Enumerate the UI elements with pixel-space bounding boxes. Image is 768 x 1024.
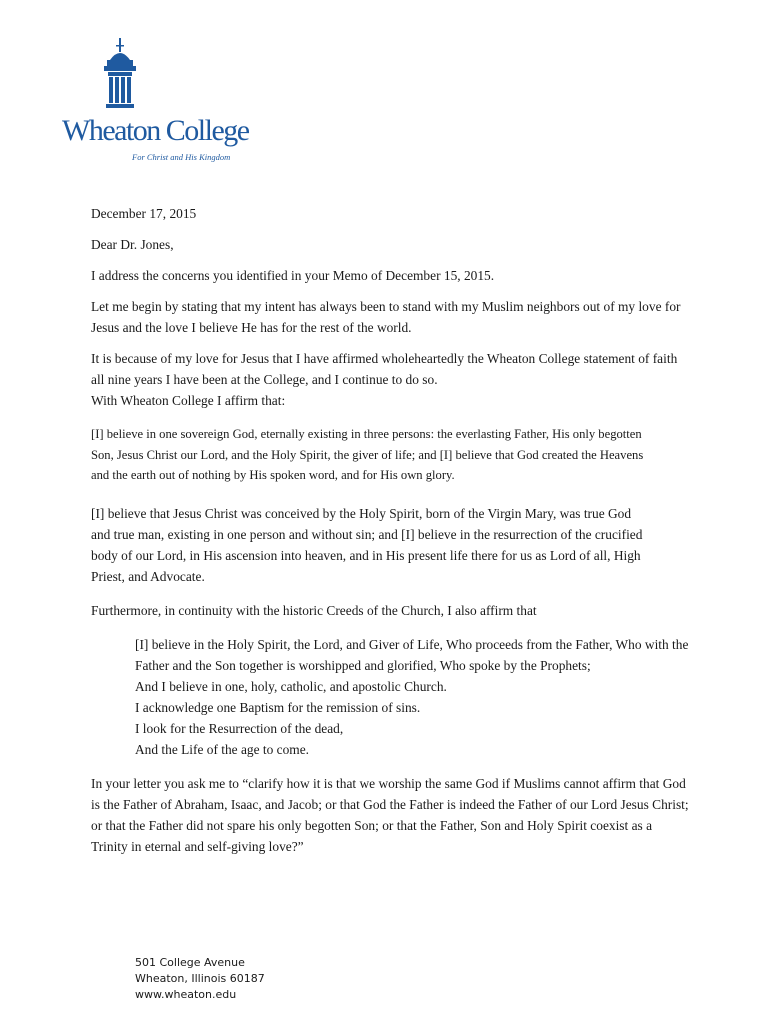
quote-2: [I] believe that Jesus Christ was conceived by the Holy Spirit, born of the Virgin Mary, was true God and true man, existing in one person and without sin; and [I] believe in the resurrection of the crucified body of our Lord, in His ascension into heaven, and in His present life there for us as Lord of all, High Priest, and Advocate. xyxy=(91,505,643,584)
paragraph-3-continued: With Wheaton College I affirm that: xyxy=(91,393,286,408)
creed-line: [I] believe in the Holy Spirit, the Lord, and Giver of Life, Who proceeds from the Father, Who with the Father and the Son together is worshipped and glorified, Who spoke by the Prophets; xyxy=(135,636,689,673)
paragraph-4: Furthermore, in continuity with the historic Creeds of the Church, I also affirm that xyxy=(91,602,537,618)
footer-website: www.wheaton.edu xyxy=(135,988,237,1001)
creed-line: I acknowledge one Baptism for the remission of sins. xyxy=(135,699,421,715)
salutation: Dear Dr. Jones, xyxy=(91,237,174,252)
paragraph-3: It is because of my love for Jesus that I have affirmed wholeheartedly the Wheaton College statement of faith all nine years I have been at the College, and I continue to do so. xyxy=(91,351,678,387)
tower-icon xyxy=(60,36,270,116)
paragraph-2: Let me begin by stating that my intent has always been to stand with my Muslim neighbors out of my love for Jesus and the love I believe He has for the rest of the world. xyxy=(91,299,681,335)
creed-line: And the Life of the age to come. xyxy=(135,741,310,757)
quote-1: [I] believe in one sovereign God, eternally existing in three persons: the everlasting Father, His only begotten Son, Jesus Christ our Lord, and the Holy Spirit, the giver of life; and [I] believe that God created the Heavens and the earth out of nothing by His spoken word, and for His own glory. xyxy=(91,427,644,482)
letterhead-footer xyxy=(135,955,265,1003)
paragraph-5: In your letter you ask me to “clarify how it is that we worship the same God if Muslims cannot affirm that God is the Father of Abraham, Isaac, and Jacob; or that God the Father is indeed the Father of our Lord Jesus Christ; or that the Father did not spare his only begotten Son; or that the Father, Son and Holy Spirit coexist as a Trinity in eternal and self-giving love?” xyxy=(91,775,689,854)
creed-line: I look for the Resurrection of the dead, xyxy=(135,720,344,736)
paragraph-1: I address the concerns you identified in your Memo of December 15, 2015. xyxy=(91,268,495,283)
footer-address: 501 College Avenue xyxy=(135,956,245,969)
college-name: Wheaton College xyxy=(62,114,249,147)
letterhead-logo xyxy=(60,36,270,166)
letter-body xyxy=(91,203,691,857)
letter-date: December 17, 2015 xyxy=(91,206,197,221)
creed-block xyxy=(135,634,691,760)
creed-line: And I believe in one, holy, catholic, and apostolic Church. xyxy=(135,678,447,694)
college-motto: For Christ and His Kingdom xyxy=(132,152,231,162)
footer-city: Wheaton, Illinois 60187 xyxy=(135,972,265,985)
